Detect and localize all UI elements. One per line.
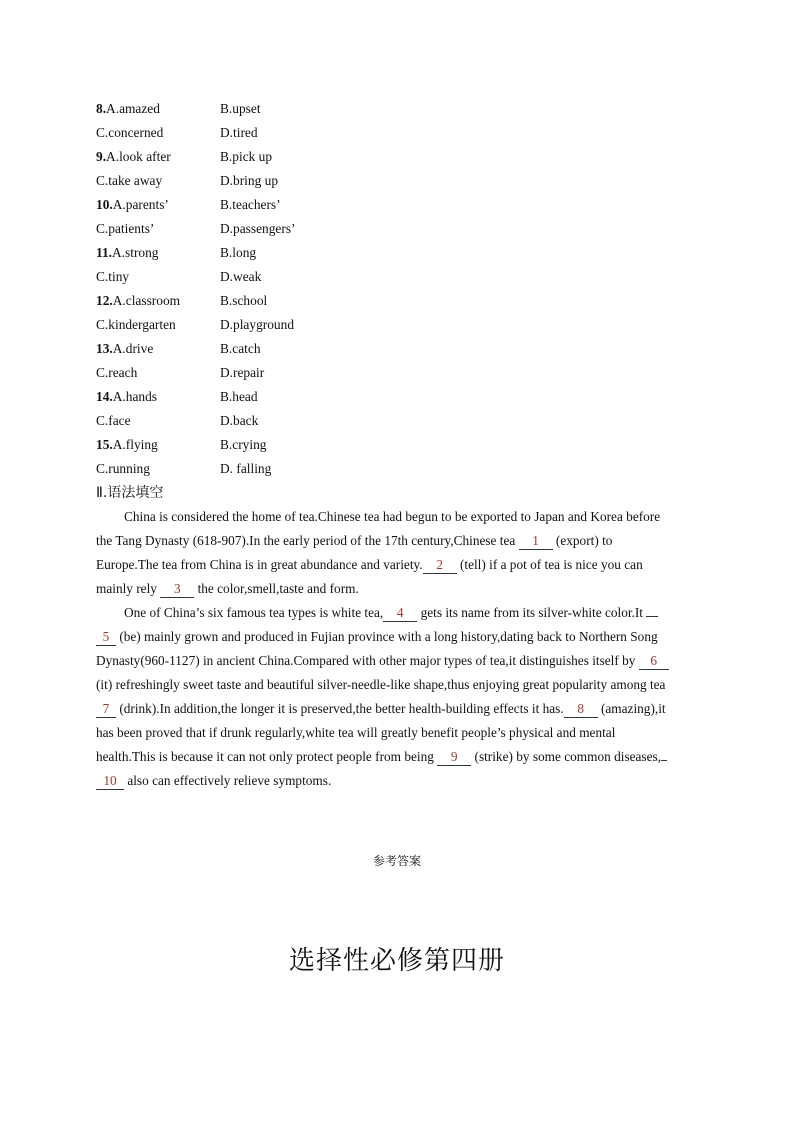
option-b: B.teachers’ (220, 197, 281, 212)
option-c: C.kindergarten (96, 317, 176, 332)
blank-1[interactable]: 1 (519, 533, 553, 550)
answers-title: 参考答案 (372, 854, 421, 868)
option-c: C.running (96, 461, 150, 476)
option-d: D. falling (220, 461, 272, 476)
option-b: B.upset (220, 101, 261, 116)
option-d: D.repair (220, 365, 265, 380)
blank-10-start (661, 760, 667, 761)
blank-5[interactable]: 5 (96, 629, 116, 646)
passage-line: mainly rely 3 the color,smell,taste and form. (96, 581, 359, 596)
passage-line: the Tang Dynasty (618-907).In the early period of the 17th century,Chinese tea 1 (export) to (96, 533, 613, 548)
option-b: B.school (220, 293, 268, 308)
option-a: A.classroom (112, 293, 181, 308)
option-c: C.take away (96, 173, 163, 188)
option-a: A.drive (112, 341, 154, 356)
blank-6[interactable]: 6 (639, 653, 669, 670)
option-a: A.look after (106, 149, 171, 164)
option-b: B.head (220, 389, 258, 404)
question-number: 10. (96, 197, 113, 212)
option-b: B.crying (220, 437, 267, 452)
question-number: 15. (96, 437, 113, 452)
option-c: C.reach (96, 365, 138, 380)
question-number: 11. (96, 245, 112, 260)
section-heading: Ⅱ.语法填空 (96, 485, 164, 501)
blank-5-start (646, 616, 658, 617)
option-a: A.flying (112, 437, 158, 452)
option-c: C.concerned (96, 125, 164, 140)
book-title: 选择性必修第四册 (288, 946, 505, 976)
blank-4[interactable]: 4 (383, 605, 417, 622)
blank-7[interactable]: 7 (96, 701, 116, 718)
blank-10[interactable]: 10 (96, 773, 124, 790)
question-number: 8. (96, 101, 107, 116)
option-d: D.bring up (220, 173, 279, 188)
question-number: 9. (96, 149, 107, 164)
passage-line: has been proved that if drunk regularly,white tea will greatly benefit people’s physical and mental (96, 725, 616, 740)
question-number: 14. (96, 389, 113, 404)
option-b: B.pick up (220, 149, 273, 164)
option-c: C.patients’ (96, 221, 155, 236)
option-d: D.tired (220, 125, 258, 140)
option-a: A.amazed (106, 101, 160, 116)
option-c: C.tiny (96, 269, 130, 284)
passage-line: Europe.The tea from China is in great abundance and variety. 2 (tell) if a pot of tea is nice you can (96, 557, 643, 572)
passage-line: 7 (drink).In addition,the longer it is preserved,the better health-building effects it has. 8 (amazing),it (96, 697, 698, 721)
option-d: D.back (220, 413, 259, 428)
passage-line: health.This is because it can not only protect people from being 9 (strike) by some common diseases, (96, 745, 698, 769)
passage-line: 5 (be) mainly grown and produced in Fujian province with a long history,dating back to Northern Song (96, 625, 698, 649)
blank-9[interactable]: 9 (437, 749, 471, 766)
option-b: B.catch (220, 341, 261, 356)
question-number: 13. (96, 341, 113, 356)
option-a: A.parents’ (112, 197, 169, 212)
blank-2[interactable]: 2 (423, 557, 457, 574)
passage-line: (it) refreshingly sweet taste and beautiful silver-needle-like shape,thus enjoying great popularity among tea (96, 677, 666, 692)
option-d: D.playground (220, 317, 295, 332)
passage-line: One of China’s six famous tea types is white tea, 4 gets its name from its silver-white color.It (96, 601, 698, 625)
passage-line: China is considered the home of tea.Chinese tea had begun to be exported to Japan and Korea before (124, 509, 661, 524)
grammar-fill-passage (96, 505, 698, 793)
option-d: D.weak (220, 269, 262, 284)
question-number: 12. (96, 293, 113, 308)
option-a: A.hands (112, 389, 158, 404)
option-c: C.face (96, 413, 131, 428)
passage-line: Dynasty(960-1127) in ancient China.Compared with other major types of tea,it distinguishes itself by 6 (96, 649, 698, 673)
blank-3[interactable]: 3 (160, 581, 194, 598)
passage-line: 10 also can effectively relieve symptoms. (96, 769, 698, 793)
option-b: B.long (220, 245, 257, 260)
option-a: A.strong (112, 245, 159, 260)
blank-8[interactable]: 8 (564, 701, 598, 718)
option-d: D.passengers’ (220, 221, 296, 236)
